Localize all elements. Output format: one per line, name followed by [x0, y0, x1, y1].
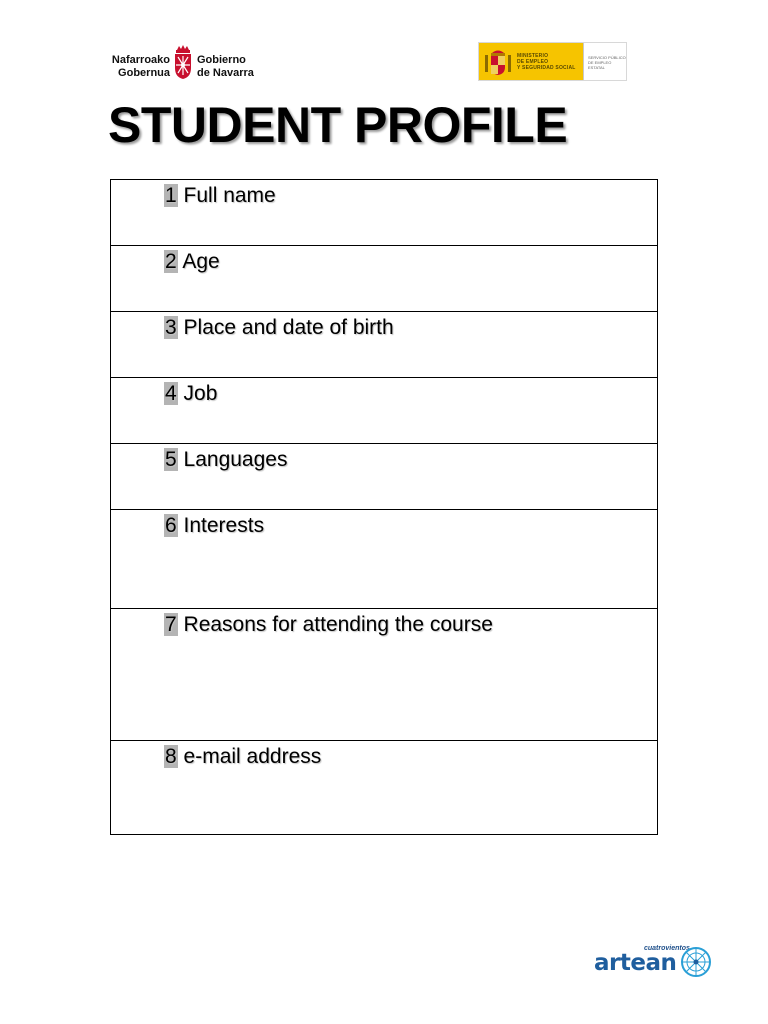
student-profile-form [110, 179, 658, 835]
field-text: Place and date of birth [183, 316, 394, 339]
form-row-birth [111, 312, 658, 378]
service-line: DE EMPLEO ESTATAL [588, 60, 612, 70]
field-number: 8 [165, 745, 177, 768]
ministry-line: MINISTERIO [517, 53, 549, 59]
navarra-government-logo [108, 44, 258, 82]
logo-text-line: Gobierno [197, 54, 246, 66]
form-row-reasons [111, 609, 658, 741]
field-text: Age [182, 250, 220, 273]
form-field-email[interactable] [111, 741, 658, 835]
field-text: Languages [183, 448, 288, 471]
field-label [164, 611, 493, 638]
form-row-job [111, 378, 658, 444]
form-field-age[interactable] [111, 246, 658, 312]
form-field-interests[interactable] [111, 510, 658, 609]
form-row-email [111, 741, 658, 835]
field-label [164, 380, 217, 407]
field-label [164, 512, 264, 539]
logo-text-basque [108, 54, 170, 80]
field-text: e-mail address [183, 745, 322, 768]
field-number: 4 [165, 382, 177, 405]
field-number: 3 [165, 316, 177, 339]
employment-service-name [588, 55, 626, 70]
page-title: STUDENT PROFILE [108, 97, 568, 153]
field-number: 5 [165, 448, 177, 471]
logo-text-line: Gobernua [118, 67, 170, 79]
employment-service-block [583, 43, 626, 80]
field-label [164, 743, 321, 770]
form-row-age [111, 246, 658, 312]
field-text: Full name [183, 184, 276, 207]
field-label [164, 248, 220, 275]
service-line: SERVICIO PÚBLICO [588, 55, 626, 60]
field-number: 6 [165, 514, 177, 537]
field-number: 1 [165, 184, 177, 207]
ministry-block [479, 43, 583, 80]
ministry-line: DE EMPLEO [517, 59, 549, 65]
form-field-reasons[interactable] [111, 609, 658, 741]
field-label [164, 314, 394, 341]
field-text: Job [183, 382, 218, 405]
logo-text-spanish [197, 54, 267, 80]
ministry-employment-logo [478, 42, 627, 81]
compass-wheel-icon [680, 946, 712, 978]
cuatrovientos-artean-logo [592, 944, 714, 978]
form-field-languages[interactable] [111, 444, 658, 510]
field-text: Interests [183, 514, 265, 537]
form-field-place-date-of-birth[interactable] [111, 312, 658, 378]
field-number: 2 [165, 250, 177, 273]
brand-small-text: cuatrovientos [644, 945, 690, 952]
field-label [164, 182, 276, 209]
field-text: Reasons for attending the course [183, 613, 493, 636]
spain-coat-of-arms-icon [483, 47, 513, 76]
field-label [164, 446, 287, 473]
ministry-line: Y SEGURIDAD SOCIAL [517, 65, 576, 71]
navarra-coat-of-arms-icon [172, 44, 194, 80]
logo-text-line: Nafarroako [111, 54, 170, 66]
logo-text-line: de Navarra [197, 67, 254, 79]
field-number: 7 [165, 613, 177, 636]
brand-main-text: artean [594, 950, 677, 976]
form-row-full-name [111, 180, 658, 246]
form-row-interests [111, 510, 658, 609]
form-field-full-name[interactable] [111, 180, 658, 246]
form-field-job[interactable] [111, 378, 658, 444]
ministry-name [517, 53, 576, 71]
form-row-languages [111, 444, 658, 510]
